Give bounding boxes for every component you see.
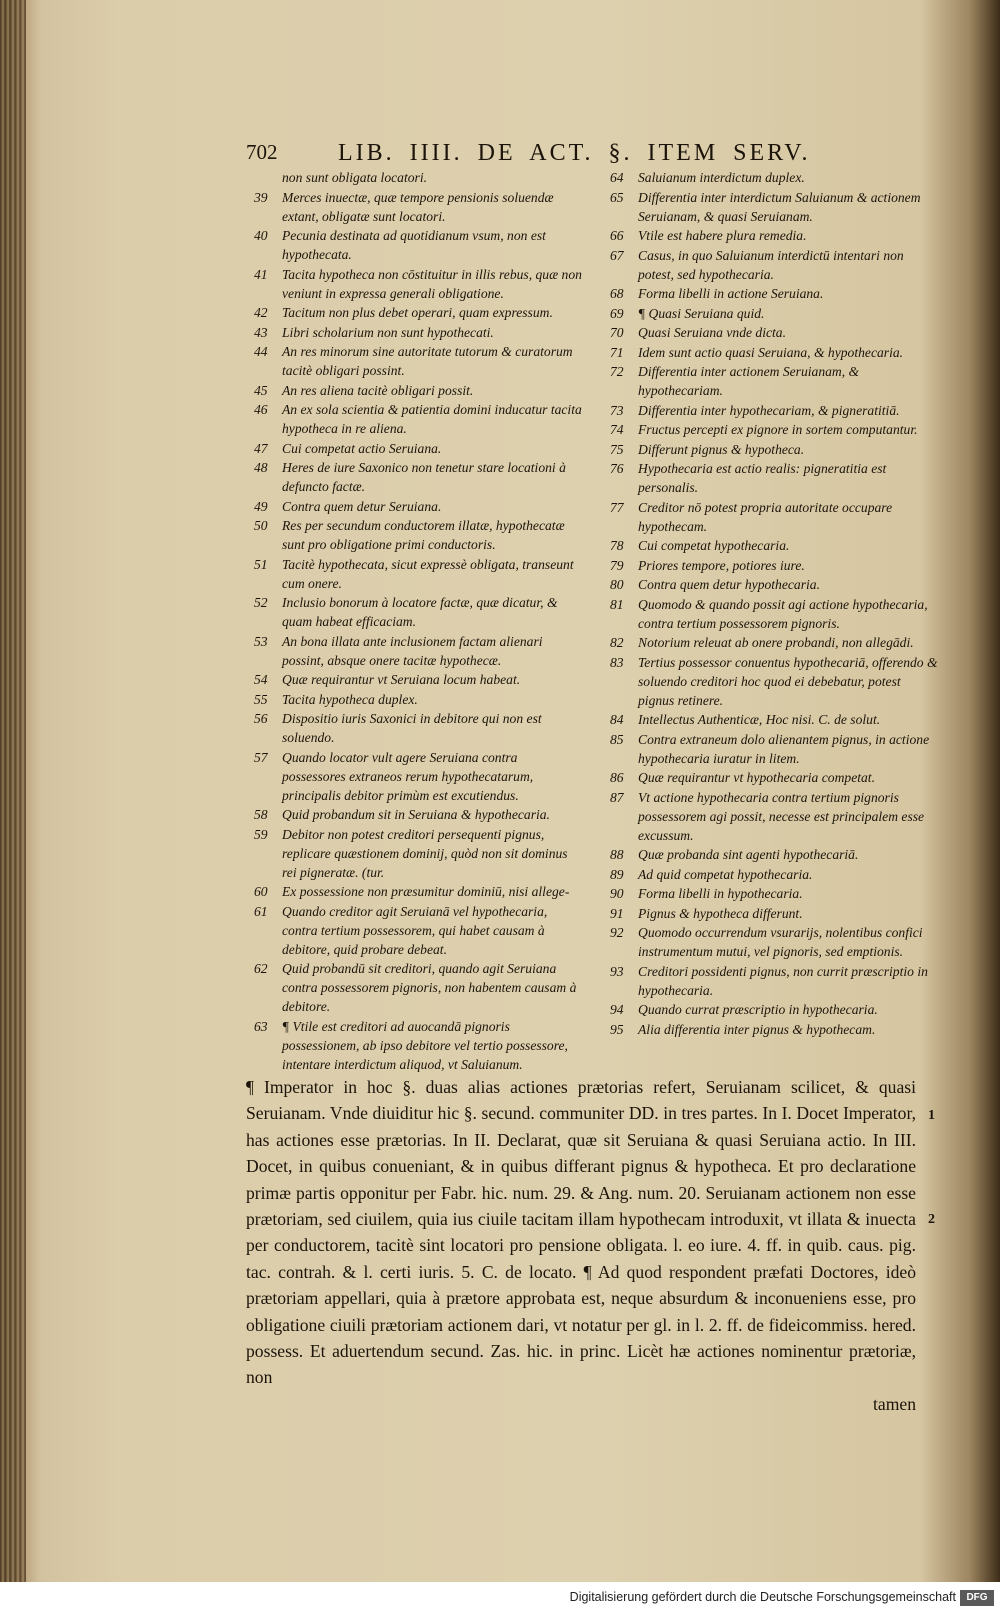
catchword: tamen: [873, 1393, 916, 1414]
summary-entry: [254, 882, 584, 901]
summary-entry-number: 45: [254, 382, 268, 398]
summary-entry-number: 86: [610, 770, 624, 785]
summary-entry-text: Fructus percepti ex pignore in sortem computantur.: [638, 422, 918, 437]
summary-entry-number: 59: [254, 826, 268, 842]
summary-entry-number: 64: [610, 170, 624, 185]
summary-entry-text: Quando creditor agit Seruianā vel hypothecaria, contra tertium possessorem, qui habet causam à debitore, quid probare debeat.: [282, 903, 548, 957]
summary-entry-number: 58: [254, 807, 268, 822]
summary-entry: [254, 709, 584, 747]
summary-entry: [610, 845, 940, 864]
summary-entry: [254, 342, 584, 380]
summary-entry-number: 41: [254, 266, 268, 282]
summary-entry-number: 42: [254, 305, 268, 320]
footer-credit: Digitalisierung gefördert durch die Deutsche Forschungsgemeinschaft: [569, 1590, 956, 1604]
summary-entry-number: 49: [254, 498, 268, 514]
summary-entry-number: 57: [254, 749, 268, 765]
summary-entry-text: Vtile est habere plura remedia.: [638, 228, 807, 243]
summary-entry-number: 78: [610, 538, 624, 553]
summary-entry: [610, 323, 940, 342]
summary-entry-number: 87: [610, 789, 624, 805]
summary-entry: [610, 440, 940, 459]
summary-entry-number: 88: [610, 847, 624, 862]
summary-entry: [610, 168, 940, 187]
summary-entry: [610, 420, 940, 439]
summary-entry-text: Idem sunt actio quasi Seruiana, & hypothecaria.: [638, 344, 904, 360]
summary-entry: [254, 959, 584, 1016]
summary-column-right: [610, 168, 940, 1039]
summary-entry-number: 54: [254, 672, 268, 687]
summary-entry-number: 73: [610, 402, 624, 418]
summary-entry-number: 43: [254, 324, 268, 340]
summary-entry-text: Dispositio iuris Saxonici in debitore qui non est soluendo.: [282, 711, 542, 745]
summary-entry: [610, 904, 940, 923]
summary-entry-number: 53: [254, 633, 268, 649]
summary-entry-text: Contra extraneum dolo alienantem pignus, in actione hypothecaria iuratur in litem.: [638, 731, 930, 766]
summary-entry-text: Creditori possidenti pignus, non currit præscriptio in hypothecaria.: [638, 963, 928, 998]
summary-entry: [610, 788, 940, 845]
summary-entry: [254, 188, 584, 226]
summary-entry: [610, 401, 940, 420]
summary-entry: [254, 439, 584, 458]
summary-entry-text: Quæ probanda sint agenti hypothecariā.: [638, 847, 859, 862]
summary-entry-text: Intellectus Authenticæ, Hoc nisi. C. de solut.: [638, 712, 881, 727]
summary-entry: [254, 381, 584, 400]
summary-entry-text: Cui competat hypothecaria.: [638, 538, 790, 553]
summary-entry: [254, 555, 584, 593]
summary-entry: [610, 710, 940, 729]
page-number: 702: [246, 140, 278, 164]
summary-entry: [610, 768, 940, 787]
summary-column-left: [254, 168, 584, 1074]
summary-entry-number: 46: [254, 402, 268, 417]
summary-entry: [254, 497, 584, 516]
summary-entry: [254, 593, 584, 631]
running-head-title: LIB. IIII. DE ACT. §. ITEM SERV.: [338, 140, 811, 166]
commentary-paragraph: ¶ Imperator in hoc §. duas alias actiones prætorias refert, Seruianam scilicet, & quasi Seruianam. Vnde diuiditur hic §. secund. communiter DD. in tres partes. In I. Docet Imperator, has actiones esse prætorias. In II. Declarat, quæ sit Seruiana & quasi Seruiana actio. In III. Docet, in quibus conueniant, & in quibus differant pignus & hypotheca. Et pro declaratione primæ partis opponitur per Fabr. hic. num. 29. & Ang. num. 20. Seruianam actionem non esse prætoriam, sed ciuilem, quia ius ciuile tacitam illam hypothecam introduxit, vt illata & inuecta per conductorem, tacitè sint locatori pro pensione obligata. l. eo iure. 4. ff. in quib. caus. pig. tac. contrah. & l. certi iuris. 5. C. de locato. ¶ Ad quod respondent præfati Doctores, ideò prætoriam appellari, quia à prætore approbata est, neque absurdum & inconueniens esse, pro obligatione ciuili prætoriam actionem dari, vt notatur per gl. in l. 2. ff. de fideicommiss. hered. possess. Et aduertendum secund. Zas. hic. in princ. Licèt hæ actiones nominentur prætoriæ, non: [246, 1077, 916, 1388]
summary-entry-text: An res minorum sine autoritate tutorum & curatorum tacitè obligari possint.: [282, 344, 573, 378]
summary-entry-text: Contra quem detur hypothecaria.: [638, 577, 820, 592]
summary-entry: [610, 884, 940, 903]
dfg-logo-icon: DFG: [960, 1590, 994, 1606]
summary-entry-text: Priores tempore, potiores iure.: [638, 557, 805, 573]
summary-entry-text: Quasi Seruiana vnde dicta.: [638, 325, 786, 340]
summary-entry-number: 71: [610, 344, 624, 360]
summary-entry-text: Tacitum non plus debet operari, quam expressum.: [282, 305, 553, 320]
summary-entry: [610, 653, 940, 710]
margin-note-1: 1: [928, 1108, 935, 1123]
summary-entry: [254, 902, 584, 959]
summary-entry-number: 63: [254, 1018, 268, 1034]
summary-entry-text: An ex sola scientia & patientia domini inducatur tacita hypotheca in re aliena.: [282, 402, 582, 436]
summary-entry: [610, 284, 940, 303]
digitization-footer: [0, 1582, 1000, 1614]
commentary-body: [246, 1074, 916, 1417]
summary-entry-number: 89: [610, 866, 624, 882]
summary-entry-text: Quid probandum sit in Seruiana & hypothecaria.: [282, 807, 550, 822]
summary-entry: [610, 459, 940, 497]
summary-entry: [254, 458, 584, 496]
summary-entry: [610, 865, 940, 884]
summary-entry-text: Quæ requirantur vt hypothecaria competat.: [638, 770, 875, 785]
summary-entry-number: 66: [610, 228, 624, 243]
summary-entry-text: Contra quem detur Seruiana.: [282, 498, 442, 514]
margin-note-2: 2: [928, 1212, 935, 1227]
summary-entry: [254, 690, 584, 709]
summary-entry-text: Quomodo & quando possit agi actione hypothecaria, contra tertium possessorem pignoris.: [638, 596, 928, 631]
summary-entry-text: An bona illata ante inclusionem factam alienari possint, absque onere tacitæ hypothecæ.: [282, 633, 543, 668]
summary-entry-text: Vt actione hypothecaria contra tertium pignoris possessorem agi possit, necesse est principalem esse excussum.: [638, 789, 925, 843]
summary-entry: [610, 362, 940, 400]
summary-entry-number: 48: [254, 460, 268, 475]
summary-entry: [254, 1017, 584, 1074]
summary-entry: [254, 400, 584, 438]
summary-entry-number: 74: [610, 422, 624, 437]
summary-entry-number: 82: [610, 635, 624, 650]
summary-entry-number: 44: [254, 344, 268, 359]
summary-entry-text: Debitor non potest creditori persequenti pignus, replicare quæstionem dominij, quòd non sit dominus rei pigneratæ. (tur.: [282, 826, 568, 880]
summary-entry-number: 90: [610, 886, 624, 901]
summary-entry: [610, 1000, 940, 1019]
summary-entry: [610, 498, 940, 536]
summary-entry-text: Ex possessione non præsumitur dominiū, nisi allege-: [282, 884, 570, 899]
summary-entry-number: 70: [610, 325, 624, 340]
summary-entry-number: 50: [254, 518, 268, 533]
summary-entry-number: 72: [610, 364, 624, 379]
summary-entry: [254, 265, 584, 303]
summary-entry: [610, 246, 940, 284]
summary-entry-number: 51: [254, 556, 268, 572]
summary-entry-number: 76: [610, 461, 624, 476]
summary-entry: [610, 536, 940, 555]
summary-entry: [610, 633, 940, 652]
summary-entry-number: 60: [254, 884, 268, 899]
summary-entry-text: Differentia inter interdictum Saluianum & actionem Seruianam, & quasi Seruianam.: [638, 189, 921, 224]
summary-entry-text: Heres de iure Saxonico non tenetur stare locationi à defuncto factæ.: [282, 460, 566, 494]
summary-entry: [610, 556, 940, 575]
summary-entry-text: Inclusio bonorum à locatore factæ, quæ dicatur, & quam habeat efficaciam.: [282, 595, 558, 629]
summary-entry: [610, 923, 940, 961]
summary-entry: [254, 323, 584, 342]
summary-entry-number: 61: [254, 903, 268, 919]
summary-entry-text: Alia differentia inter pignus & hypothecam.: [638, 1021, 876, 1037]
summary-entry: [254, 748, 584, 805]
summary-entry-text: Quæ requirantur vt Seruiana locum habeat.: [282, 672, 521, 687]
summary-entry: [254, 303, 584, 322]
summary-entry-number: 94: [610, 1002, 624, 1017]
summary-entry: [254, 226, 584, 264]
summary-entry-text: Ad quid competat hypothecaria.: [638, 866, 813, 882]
summary-entry-text: Creditor nō potest propria autoritate occupare hypothecam.: [638, 499, 893, 534]
summary-entry-number: 52: [254, 595, 268, 610]
summary-entry-text: Res per secundum conductorem illatæ, hypothecatæ sunt pro obligatione primi conductoris.: [282, 518, 565, 552]
summary-entry-text: Forma libelli in hypothecaria.: [638, 886, 803, 901]
summary-entry-text: Tacita hypotheca non cōstituitur in illis rebus, quæ non veniunt in expressa generali obligatione.: [282, 266, 582, 301]
summary-entry-text: Hypothecaria est actio realis: pigneratitia est personalis.: [638, 461, 887, 495]
summary-entry-text: Tertius possessor conuentus hypothecariā, offerendo & soluendo creditori hoc quod ei debebatur, potest pignus retinere.: [638, 654, 938, 708]
summary-entry-text: Saluianum interdictum duplex.: [638, 170, 805, 185]
summary-entry-number: 68: [610, 286, 624, 301]
summary-entry-number: 77: [610, 499, 624, 515]
summary-entry-number: 55: [254, 691, 268, 707]
summary-entry-text: Forma libelli in actione Seruiana.: [638, 286, 824, 301]
summary-entry: [610, 730, 940, 768]
summary-entry-number: 91: [610, 905, 624, 921]
summary-entry-text: Quando currat præscriptio in hypothecaria.: [638, 1002, 878, 1017]
summary-entry: [254, 805, 584, 824]
summary-entry: [610, 962, 940, 1000]
summary-entry-text: non sunt obligata locatori.: [282, 170, 428, 185]
summary-entry-number: 75: [610, 441, 624, 457]
summary-entry-number: 39: [254, 189, 268, 205]
summary-entry-text: Notorium releuat ab onere probandi, non allegādi.: [638, 635, 914, 650]
summary-entry-text: Differentia inter actionem Seruianam, & hypothecariam.: [638, 364, 860, 398]
summary-entry-text: Differunt pignus & hypotheca.: [638, 441, 805, 457]
summary-entry-number: 69: [610, 305, 624, 321]
summary-entry-number: 85: [610, 731, 624, 747]
summary-entry: [610, 343, 940, 362]
summary-entry-text: Merces inuectæ, quæ tempore pensionis soluendæ extant, obligatæ sunt locatori.: [282, 189, 554, 224]
summary-entry-number: 92: [610, 925, 624, 940]
summary-entry-text: ¶ Quasi Seruiana quid.: [638, 305, 765, 321]
summary-entry-text: Quid probandū sit creditori, quando agit Seruiana contra possessorem pignoris, non habentem causam à debitore.: [282, 961, 577, 1014]
summary-entry-number: 79: [610, 557, 624, 573]
summary-entry-text: Libri scholarium non sunt hypothecati.: [282, 324, 494, 340]
summary-entry-text: Pecunia destinata ad quotidianum vsum, non est hypothecata.: [282, 228, 546, 262]
summary-entry-text: Tacitè hypothecata, sicut expressè obligata, transeunt cum onere.: [282, 556, 574, 591]
summary-entry-number: 47: [254, 440, 268, 456]
summary-entry: [610, 575, 940, 594]
summary-entry: [254, 825, 584, 882]
summary-entry-number: 56: [254, 711, 268, 726]
summary-entry-text: Pignus & hypotheca differunt.: [638, 905, 803, 921]
summary-entry-number: 81: [610, 596, 624, 612]
summary-entry-number: 80: [610, 577, 624, 592]
summary-entry: [254, 670, 584, 689]
summary-entry-text: Casus, in quo Saluianum interdictū intentari non potest, sed hypothecaria.: [638, 247, 904, 282]
summary-entry-text: ¶ Vtile est creditori ad auocandā pignoris possessionem, ab ipso debitore vel tertio possessore, intentare interdictum aliquod, vt Saluianum.: [282, 1018, 568, 1072]
summary-entry: [254, 516, 584, 554]
summary-entry-number: 93: [610, 963, 624, 979]
summary-entry-text: Quando locator vult agere Seruiana contra possessores extraneos rerum hypothecatarum, principalis debitor primùm est excutiendus.: [282, 749, 534, 803]
summary-entry-text: Differentia inter hypothecariam, & pigneratitiā.: [638, 402, 900, 418]
summary-entry-number: 62: [254, 961, 268, 976]
summary-entry: [610, 188, 940, 226]
summary-entry-number: 83: [610, 654, 624, 670]
summary-entry-number: 84: [610, 712, 624, 727]
summary-entry: [254, 168, 584, 187]
summary-entry: [610, 226, 940, 245]
summary-entry-text: Cui competat actio Seruiana.: [282, 440, 442, 456]
summary-entry: [254, 632, 584, 670]
summary-entry: [610, 304, 940, 323]
summary-entry: [610, 595, 940, 633]
summary-entry-number: 95: [610, 1021, 624, 1037]
book-page-edge: [0, 0, 26, 1582]
summary-entry-number: 65: [610, 189, 624, 205]
summary-entry-text: Tacita hypotheca duplex.: [282, 691, 418, 707]
summary-entry: [610, 1020, 940, 1039]
summary-entry-text: Quomodo occurrendum vsurarijs, nolentibus confici instrumentum mutui, vel pignoris, sed emptionis.: [638, 925, 923, 959]
summary-entry-text: An res aliena tacitè obligari possit.: [282, 382, 474, 398]
summary-entry-number: 40: [254, 228, 268, 243]
summary-entry-number: 67: [610, 247, 624, 263]
